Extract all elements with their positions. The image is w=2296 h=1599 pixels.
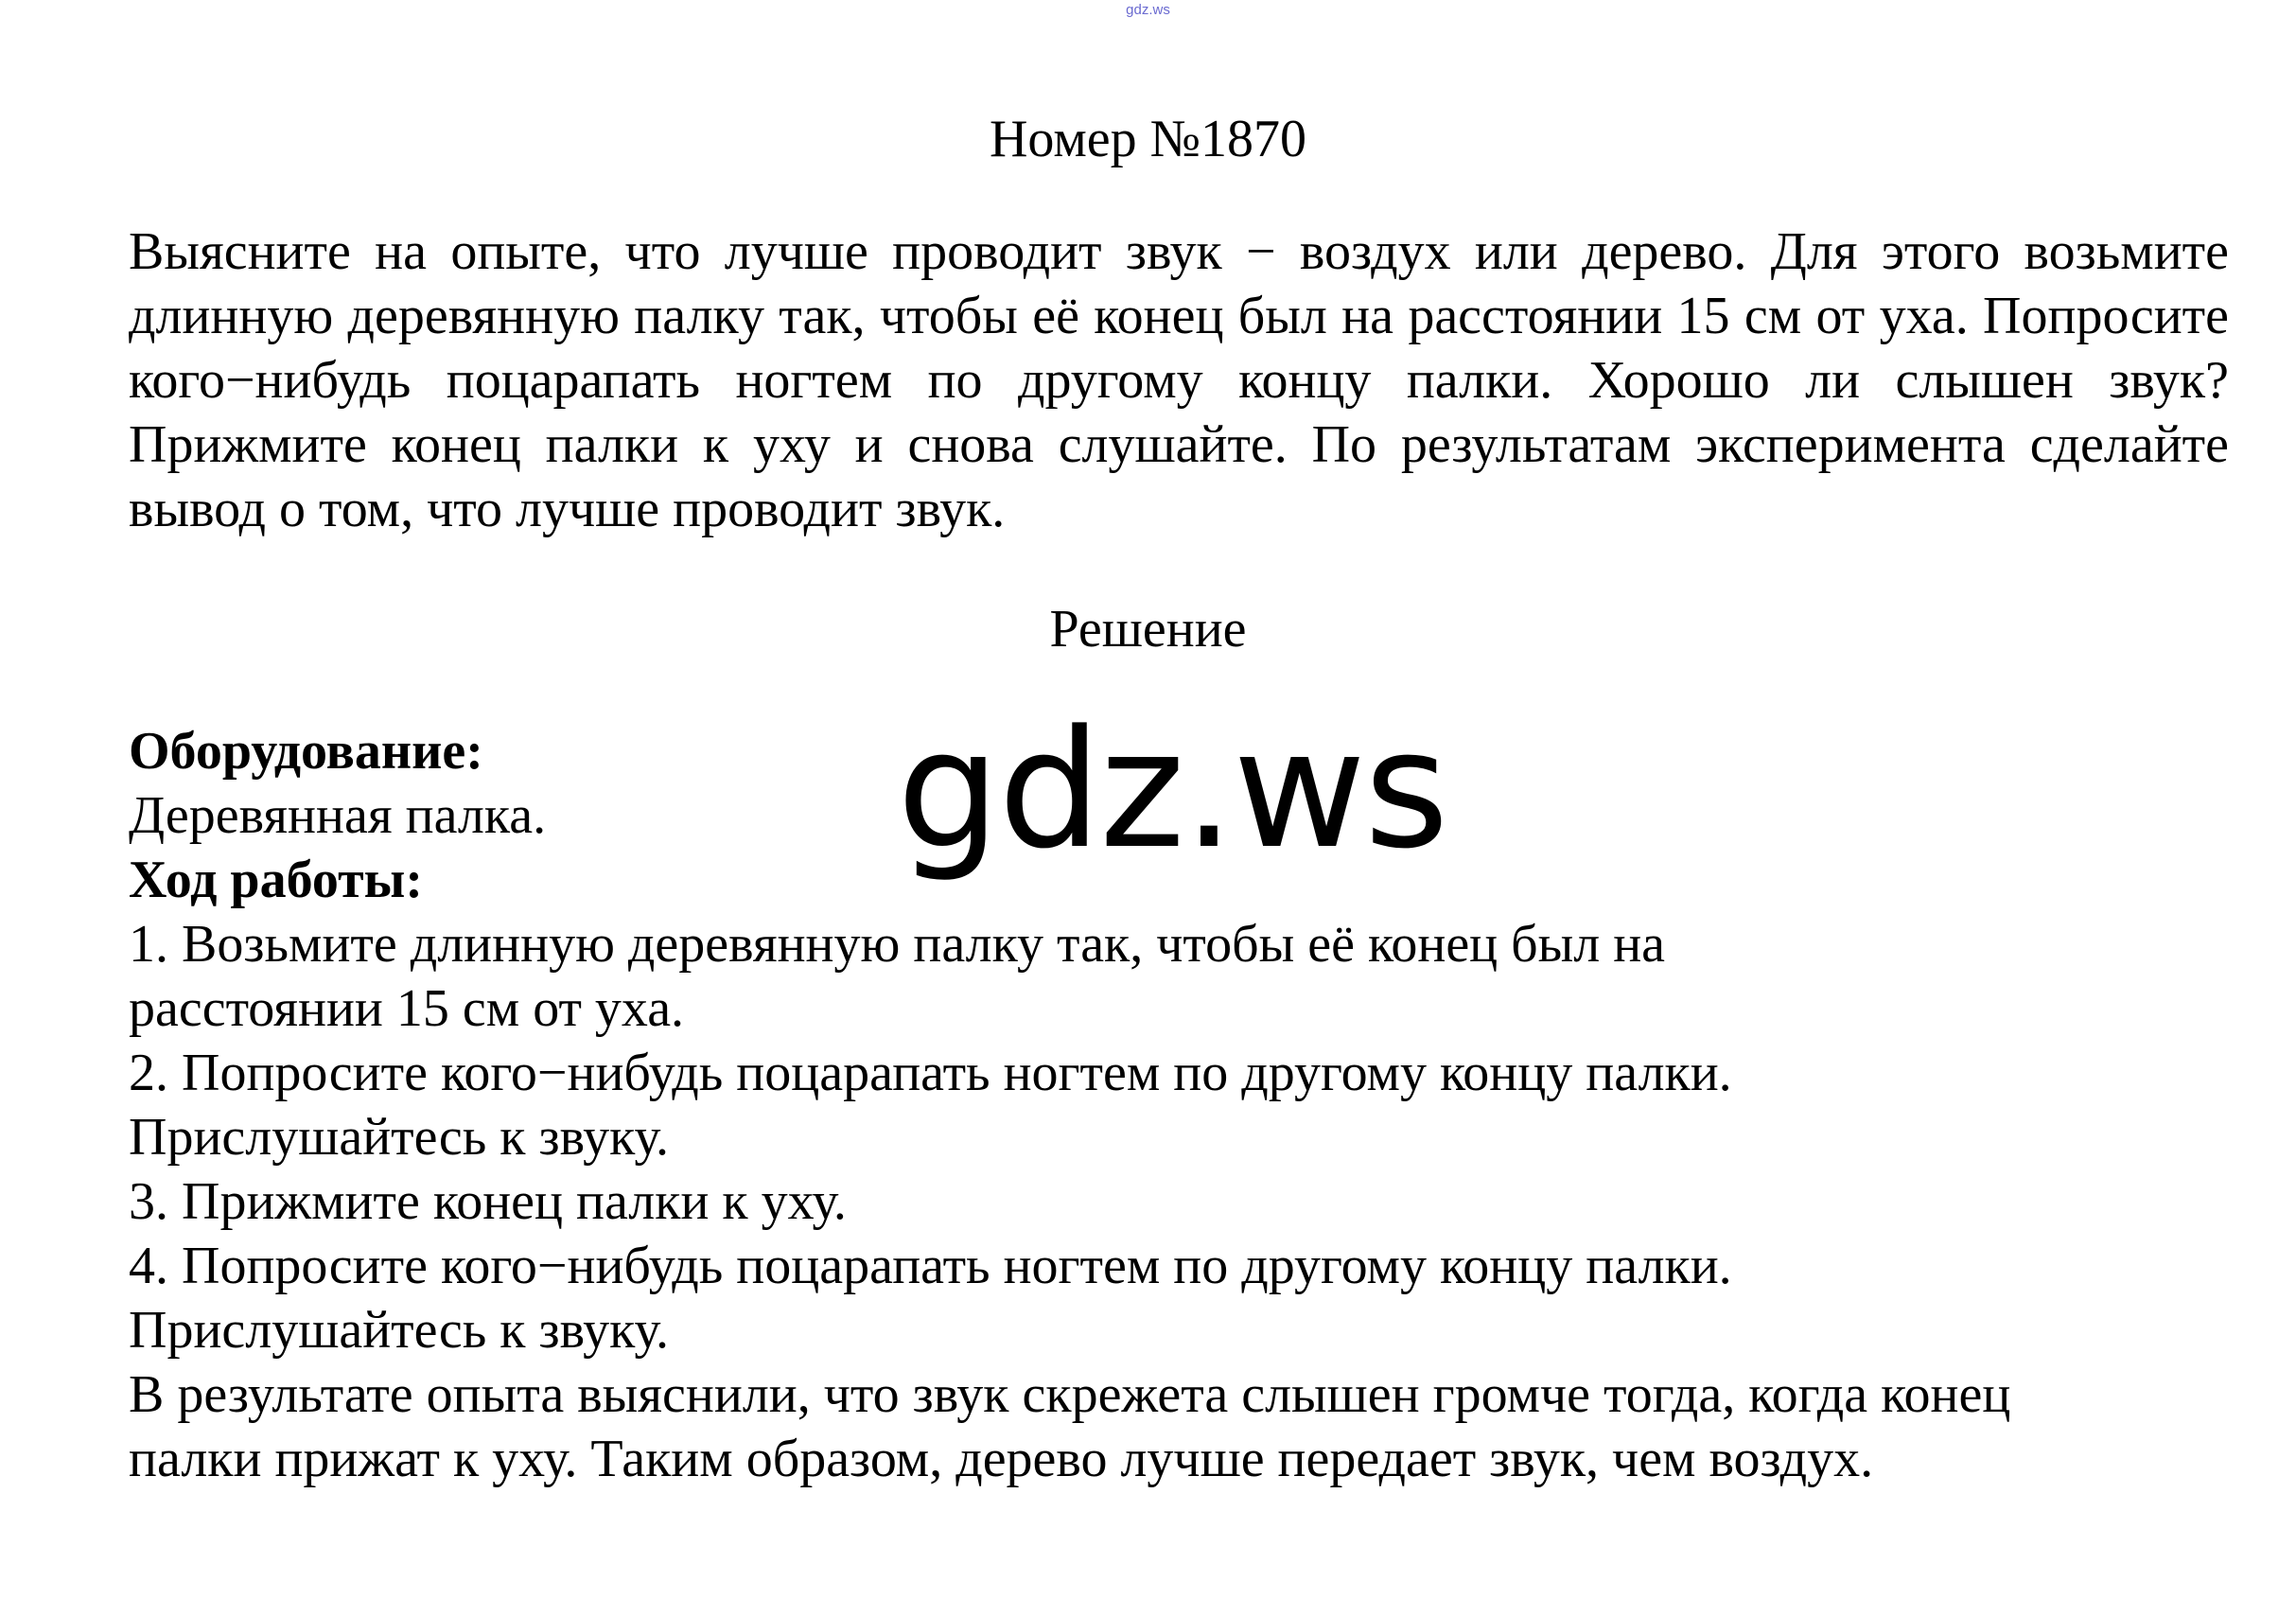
procedure-line: 3. Прижмите конец палки к уху. <box>129 1172 847 1231</box>
site-mark: gdz.ws <box>1126 2 1170 18</box>
procedure-heading: Ход работы: <box>129 851 423 909</box>
problem-text: Выясните на опыте, что лучше проводит звук − воздух или дерево. Для этого возьмите длинную деревянную палку так, чтобы её конец был на расстоянии 15 см от уха. Попросите кого−нибудь поцарапать ногтем по другому концу палки. Хорошо ли слышен звук? Прижмите конец палки к уху и снова слушайте. По результатам эксперимента сделайте вывод о том, что лучше проводит звук. <box>129 222 2229 538</box>
procedure-line: Прислушайтесь к звуку. <box>129 1301 669 1360</box>
conclusion-line: палки прижат к уху. Таким образом, дерево лучше передает звук, чем воздух. <box>129 1430 1874 1488</box>
procedure-line: 4. Попросите кого−нибудь поцарапать ногтем по другому концу палки. <box>129 1237 1732 1295</box>
problem-title: Номер №1870 <box>989 110 1307 168</box>
solution-title: Решение <box>1049 600 1247 659</box>
procedure-line: 2. Попросите кого−нибудь поцарапать ногтем по другому концу палки. <box>129 1044 1732 1102</box>
procedure-line: 1. Возьмите длинную деревянную палку так, чтобы её конец был на <box>129 915 1666 974</box>
equipment-heading: Оборудование: <box>129 722 483 781</box>
conclusion-line: В результате опыта выяснили, что звук скрежета слышен громче тогда, когда конец <box>129 1365 2011 1424</box>
watermark: gdz.ws <box>897 694 1447 885</box>
procedure-line: Прислушайтесь к звуку. <box>129 1108 669 1167</box>
procedure-line: расстоянии 15 см от уха. <box>129 979 685 1038</box>
equipment-text: Деревянная палка. <box>129 786 547 845</box>
